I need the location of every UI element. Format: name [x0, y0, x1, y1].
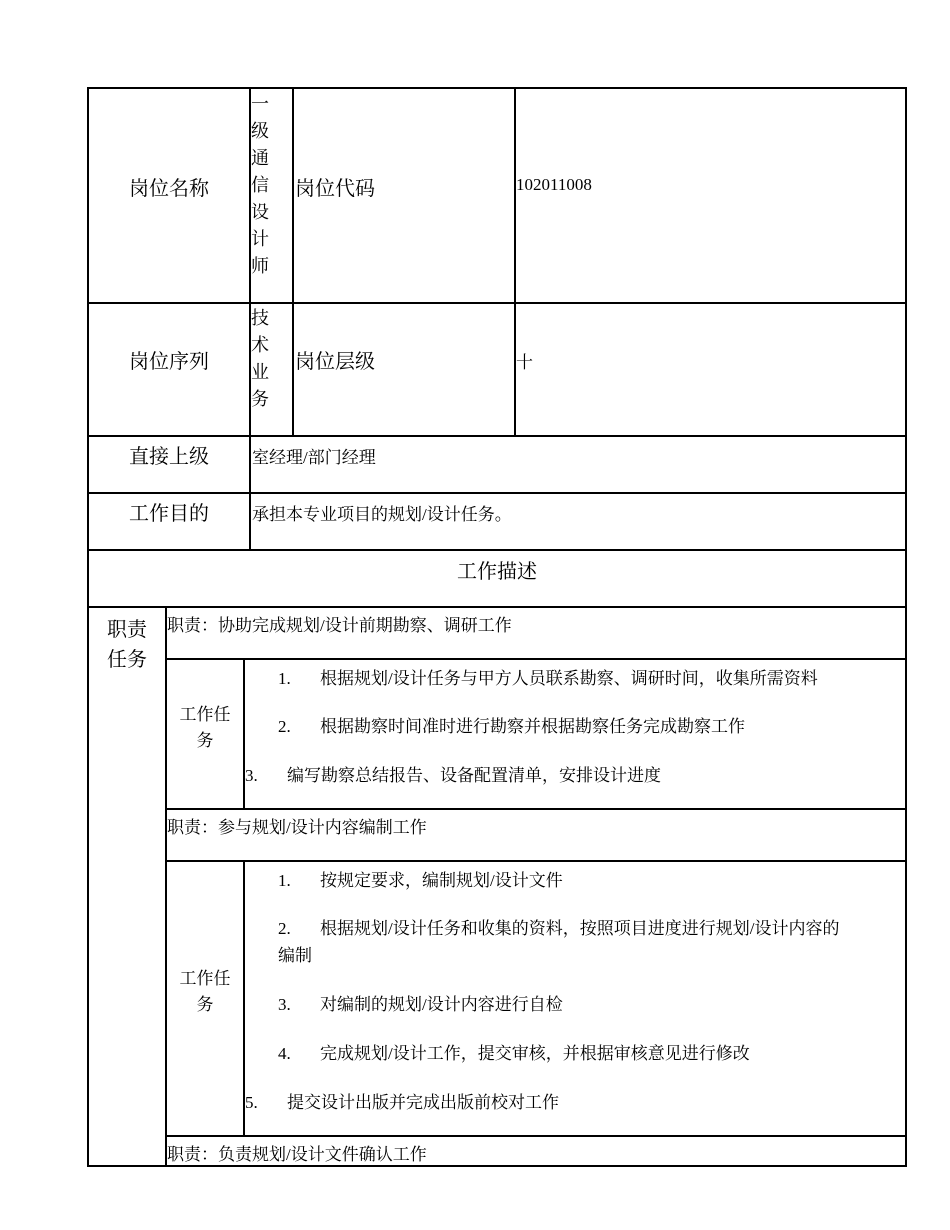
position-name-label: 岗位名称 [129, 178, 209, 200]
task-item [245, 761, 661, 786]
task-label-line2: 务 [196, 995, 214, 1014]
task-item [278, 914, 839, 939]
row-divider [87, 435, 907, 437]
table-border-bottom [87, 1165, 907, 1167]
duty-title: 职责：负责规划/设计文件确认工作 [167, 1145, 427, 1164]
task-item [278, 866, 563, 891]
position-level-value: 十 [516, 353, 533, 372]
task-number: 1. [278, 871, 291, 890]
row-divider [87, 302, 907, 304]
task-text: 根据规划/设计任务与甲方人员联系勘察、调研时间，收集所需资料 [320, 669, 818, 688]
task-text: 根据勘察时间准时进行勘察并根据勘察任务完成勘察工作 [320, 717, 745, 736]
task-number: 3. [278, 995, 291, 1014]
task-number: 2. [278, 919, 291, 938]
col-divider [243, 658, 245, 809]
table-border-right [905, 87, 907, 1167]
task-label-line1: 工作任 [179, 969, 231, 988]
superior-label: 直接上级 [129, 446, 209, 468]
position-name-value: 一级通信设计师 [251, 94, 269, 276]
col-divider [514, 87, 516, 436]
position-series-value: 技术业务 [251, 308, 269, 409]
position-code-value: 102011008 [516, 175, 592, 194]
task-number: 2. [278, 717, 291, 736]
row-divider [165, 860, 907, 862]
row-divider [87, 549, 907, 551]
task-text: 完成规划/设计工作，提交审核，并根据审核意见进行修改 [320, 1044, 750, 1063]
position-code-label: 岗位代码 [295, 178, 375, 200]
duties-label-line2: 任务 [107, 649, 147, 671]
task-text: 提交设计出版并完成出版前校对工作 [287, 1093, 559, 1112]
task-number: 1. [278, 669, 291, 688]
task-text: 对编制的规划/设计内容进行自检 [320, 995, 563, 1014]
task-item [278, 712, 745, 737]
col-divider [292, 87, 294, 436]
purpose-label: 工作目的 [129, 503, 209, 525]
task-label-line1: 工作任 [179, 705, 231, 724]
task-item [245, 1088, 559, 1113]
task-item [278, 1039, 750, 1064]
purpose-value: 承担本专业项目的规划/设计任务。 [252, 505, 512, 524]
task-text: 按规定要求，编制规划/设计文件 [320, 871, 563, 890]
work-description-title: 工作描述 [457, 561, 537, 583]
task-number: 5. [245, 1093, 258, 1112]
superior-value: 室经理/部门经理 [252, 448, 376, 467]
task-number: 3. [245, 766, 258, 785]
row-divider [165, 658, 907, 660]
task-item [278, 990, 563, 1015]
col-divider [165, 606, 167, 1167]
row-divider [165, 808, 907, 810]
position-series-label: 岗位序列 [129, 351, 209, 373]
task-text: 根据规划/设计任务和收集的资料，按照项目进度进行规划/设计内容的 [320, 919, 840, 938]
task-item [278, 664, 818, 689]
task-item-continuation: 编制 [278, 946, 312, 965]
row-divider [87, 606, 907, 608]
row-divider [87, 492, 907, 494]
duty-title: 职责：协助完成规划/设计前期勘察、调研工作 [167, 616, 512, 635]
task-text: 编写勘察总结报告、设备配置清单，安排设计进度 [287, 766, 661, 785]
duty-title: 职责：参与规划/设计内容编制工作 [167, 818, 427, 837]
position-level-label: 岗位层级 [295, 351, 375, 373]
task-number: 4. [278, 1044, 291, 1063]
duties-label-line1: 职责 [107, 619, 147, 641]
row-divider [165, 1135, 907, 1137]
table-border-top [87, 87, 907, 89]
task-label-line2: 务 [196, 731, 214, 750]
